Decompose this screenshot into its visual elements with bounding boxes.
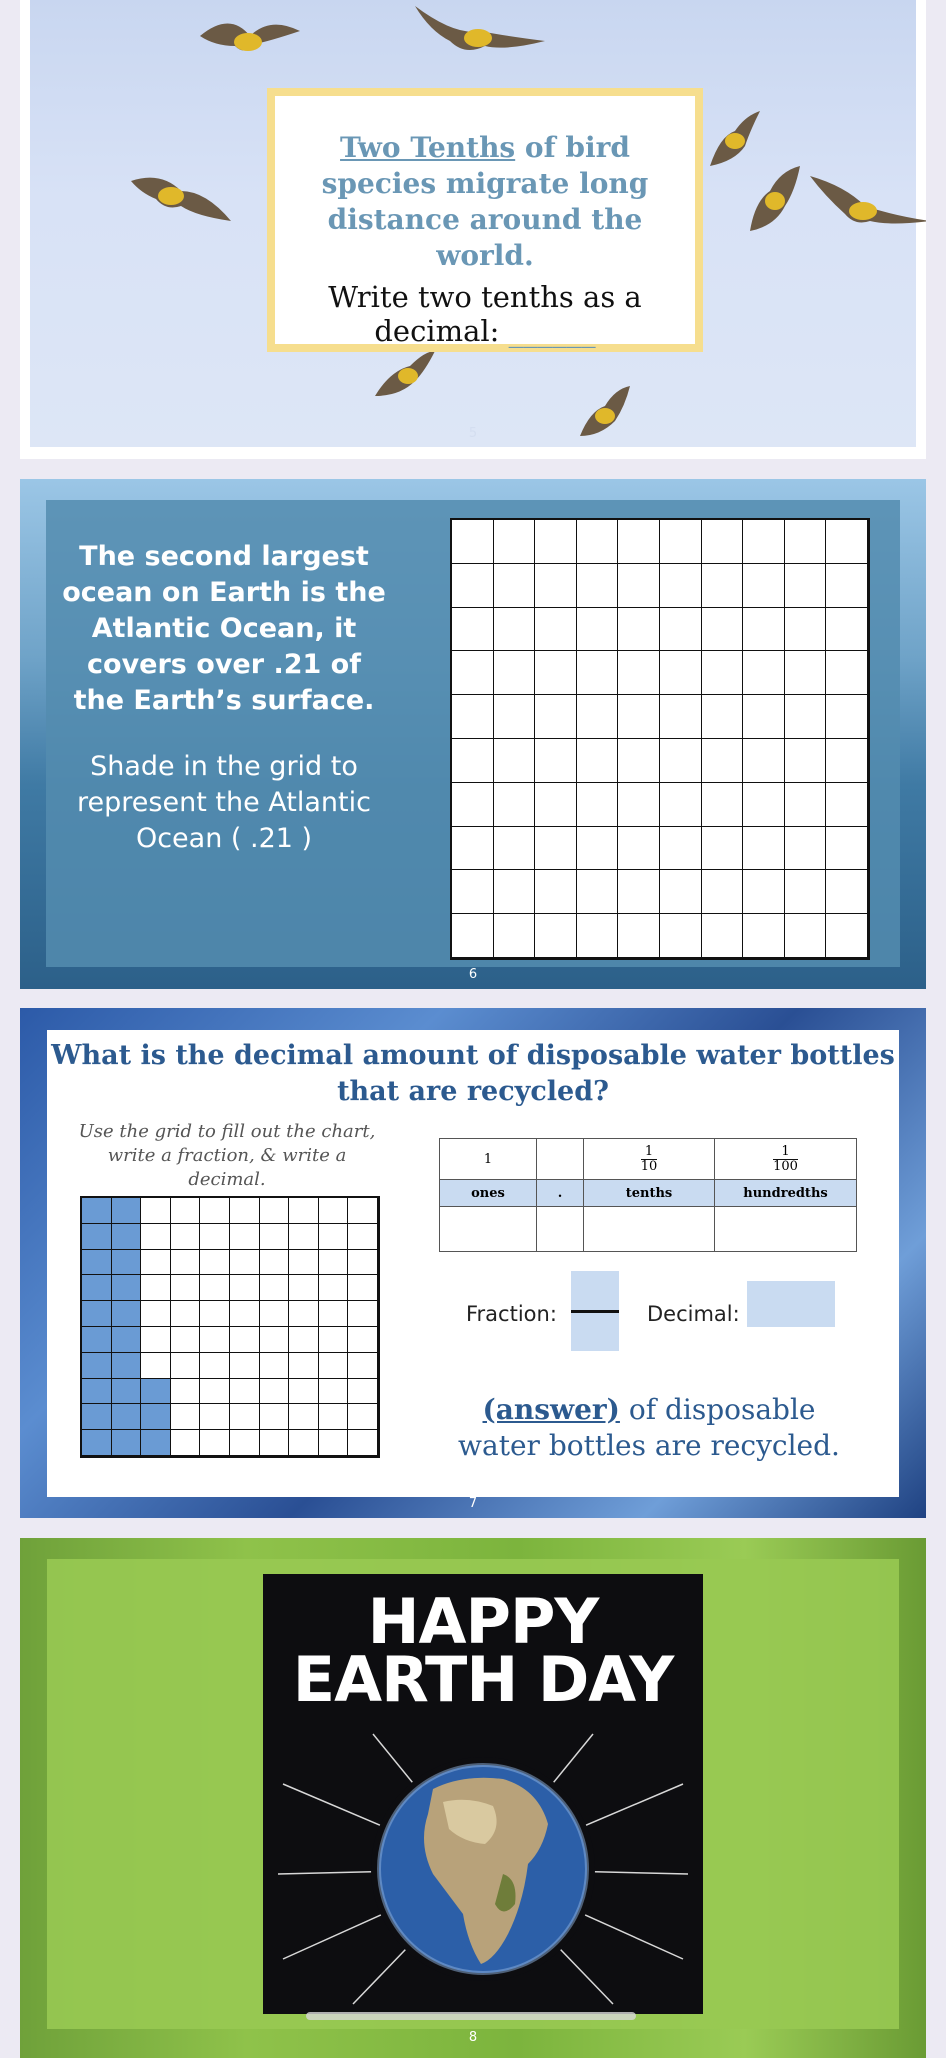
grid-cell[interactable] bbox=[702, 870, 744, 914]
grid-cell[interactable] bbox=[660, 827, 702, 871]
slide-number: 7 bbox=[468, 1496, 478, 1511]
grid-cell bbox=[82, 1301, 112, 1327]
grid-cell[interactable] bbox=[618, 914, 660, 958]
question-text: Write two tenths as a decimal: bbox=[328, 280, 642, 348]
hundredths-denominator: 100 bbox=[773, 1158, 798, 1174]
grid-cell bbox=[260, 1250, 290, 1276]
grid-cell[interactable] bbox=[452, 564, 494, 608]
grid-cell[interactable] bbox=[452, 783, 494, 827]
grid-cell[interactable] bbox=[494, 695, 536, 739]
decimal-label: Decimal: bbox=[647, 1302, 740, 1326]
header-hundredths: hundredths bbox=[715, 1180, 857, 1207]
grid-cell bbox=[319, 1275, 349, 1301]
grid-cell bbox=[260, 1379, 290, 1405]
grid-cell[interactable] bbox=[494, 870, 536, 914]
grid-cell[interactable] bbox=[577, 739, 619, 783]
grid-cell bbox=[200, 1224, 230, 1250]
grid-cell[interactable] bbox=[535, 739, 577, 783]
grid-cell bbox=[200, 1430, 230, 1456]
grid-cell bbox=[319, 1353, 349, 1379]
card-question bbox=[275, 280, 695, 348]
grid-cell bbox=[112, 1250, 142, 1276]
grid-cell bbox=[230, 1224, 260, 1250]
grid-cell[interactable] bbox=[577, 914, 619, 958]
bird-icon bbox=[126, 161, 236, 231]
grid-cell[interactable] bbox=[452, 651, 494, 695]
poster-line-1: HAPPY bbox=[367, 1585, 599, 1658]
grid-cell bbox=[289, 1404, 319, 1430]
grid-cell[interactable] bbox=[535, 608, 577, 652]
grid-cell bbox=[141, 1224, 171, 1250]
slide-number: 5 bbox=[468, 426, 478, 441]
grid-cell bbox=[200, 1379, 230, 1405]
earth-globe-icon bbox=[263, 1574, 703, 2014]
grid-cell bbox=[171, 1353, 201, 1379]
grid-cell bbox=[171, 1404, 201, 1430]
grid-cell bbox=[260, 1404, 290, 1430]
grid-cell[interactable] bbox=[494, 739, 536, 783]
grid-cell[interactable] bbox=[577, 520, 619, 564]
grid-cell bbox=[82, 1198, 112, 1224]
grid-cell[interactable] bbox=[743, 520, 785, 564]
grid-cell bbox=[348, 1198, 378, 1224]
grid-cell[interactable] bbox=[535, 914, 577, 958]
grid-cell[interactable] bbox=[660, 739, 702, 783]
grid-cell bbox=[112, 1430, 142, 1456]
bird-icon bbox=[410, 0, 550, 66]
grid-cell[interactable] bbox=[785, 520, 827, 564]
grid-cell bbox=[112, 1327, 142, 1353]
grid-cell bbox=[289, 1327, 319, 1353]
grid-cell bbox=[319, 1379, 349, 1405]
grid-cell[interactable] bbox=[577, 608, 619, 652]
fraction-input[interactable] bbox=[571, 1271, 619, 1351]
slide-7[interactable] bbox=[20, 1008, 926, 1518]
grid-cell[interactable] bbox=[702, 651, 744, 695]
grid-cell[interactable] bbox=[660, 651, 702, 695]
grid-cell bbox=[230, 1353, 260, 1379]
hundreds-grid[interactable] bbox=[450, 518, 870, 960]
scrollbar-handle[interactable] bbox=[306, 2012, 636, 2020]
grid-cell[interactable] bbox=[618, 870, 660, 914]
grid-cell bbox=[141, 1301, 171, 1327]
grid-cell bbox=[82, 1224, 112, 1250]
grid-cell[interactable] bbox=[826, 651, 868, 695]
grid-cell bbox=[260, 1301, 290, 1327]
tenths-value bbox=[584, 1139, 715, 1180]
grid-cell[interactable] bbox=[785, 651, 827, 695]
grid-cell bbox=[230, 1327, 260, 1353]
grid-cell[interactable] bbox=[535, 870, 577, 914]
grid-cell bbox=[260, 1275, 290, 1301]
grid-cell[interactable] bbox=[743, 783, 785, 827]
answer-point-cell[interactable] bbox=[537, 1207, 584, 1252]
grid-cell[interactable] bbox=[826, 608, 868, 652]
grid-cell bbox=[171, 1198, 201, 1224]
grid-cell[interactable] bbox=[785, 695, 827, 739]
grid-cell[interactable] bbox=[660, 520, 702, 564]
grid-cell[interactable] bbox=[452, 827, 494, 871]
bird-icon bbox=[740, 161, 810, 241]
grid-cell[interactable] bbox=[618, 564, 660, 608]
grid-cell bbox=[289, 1301, 319, 1327]
grid-cell bbox=[289, 1250, 319, 1276]
grid-cell[interactable] bbox=[702, 914, 744, 958]
grid-cell bbox=[141, 1404, 171, 1430]
grid-cell bbox=[319, 1327, 349, 1353]
grid-cell[interactable] bbox=[535, 520, 577, 564]
grid-cell[interactable] bbox=[785, 739, 827, 783]
grid-cell[interactable] bbox=[535, 651, 577, 695]
grid-cell[interactable] bbox=[535, 827, 577, 871]
point-value bbox=[537, 1139, 584, 1180]
grid-cell[interactable] bbox=[785, 827, 827, 871]
answer-ones-cell[interactable] bbox=[440, 1207, 537, 1252]
grid-cell[interactable] bbox=[577, 651, 619, 695]
grid-cell bbox=[171, 1327, 201, 1353]
grid-cell[interactable] bbox=[826, 520, 868, 564]
header-ones: ones bbox=[440, 1180, 537, 1207]
grid-cell bbox=[260, 1224, 290, 1250]
grid-cell bbox=[112, 1301, 142, 1327]
grid-cell[interactable] bbox=[660, 608, 702, 652]
grid-cell bbox=[112, 1275, 142, 1301]
grid-cell bbox=[348, 1404, 378, 1430]
grid-cell bbox=[348, 1301, 378, 1327]
header-tenths: tenths bbox=[584, 1180, 715, 1207]
grid-cell[interactable] bbox=[535, 695, 577, 739]
grid-cell[interactable] bbox=[826, 783, 868, 827]
place-value-chart bbox=[439, 1138, 857, 1252]
grid-cell bbox=[141, 1275, 171, 1301]
ocean-fact: The second largest ocean on Earth is the Atlantic Ocean, it covers over .21 of the Earth’s surface. bbox=[62, 541, 386, 716]
grid-cell bbox=[82, 1275, 112, 1301]
headline-underlined: Two Tenths bbox=[340, 131, 516, 164]
grid-cell bbox=[319, 1198, 349, 1224]
grid-cell bbox=[230, 1430, 260, 1456]
grid-cell bbox=[289, 1430, 319, 1456]
grid-cell bbox=[171, 1250, 201, 1276]
question-card bbox=[267, 88, 703, 352]
grid-cell[interactable] bbox=[660, 914, 702, 958]
grid-cell[interactable] bbox=[785, 914, 827, 958]
slide-number: 8 bbox=[468, 2030, 478, 2045]
grid-cell bbox=[171, 1301, 201, 1327]
tenths-numerator: 1 bbox=[641, 1145, 658, 1160]
grid-cell bbox=[82, 1250, 112, 1276]
grid-cell[interactable] bbox=[660, 870, 702, 914]
grid-cell[interactable] bbox=[618, 783, 660, 827]
grid-cell bbox=[348, 1275, 378, 1301]
grid-cell bbox=[82, 1353, 112, 1379]
slide-8[interactable] bbox=[20, 1538, 926, 2058]
grid-cell[interactable] bbox=[452, 739, 494, 783]
grid-cell bbox=[319, 1250, 349, 1276]
grid-cell[interactable] bbox=[826, 870, 868, 914]
grid-cell bbox=[319, 1301, 349, 1327]
grid-cell bbox=[319, 1404, 349, 1430]
grid-cell[interactable] bbox=[826, 914, 868, 958]
slide-6[interactable] bbox=[20, 479, 926, 989]
answer-blank[interactable]: ______ bbox=[508, 314, 596, 348]
grid-cell bbox=[112, 1224, 142, 1250]
grid-cell bbox=[260, 1198, 290, 1224]
fraction-bar bbox=[571, 1310, 619, 1313]
decimal-input[interactable] bbox=[747, 1281, 835, 1327]
grid-cell bbox=[171, 1224, 201, 1250]
grid-cell[interactable] bbox=[618, 695, 660, 739]
grid-cell[interactable] bbox=[702, 564, 744, 608]
grid-cell bbox=[230, 1404, 260, 1430]
grid-cell bbox=[112, 1198, 142, 1224]
grid-cell bbox=[260, 1327, 290, 1353]
grid-cell[interactable] bbox=[702, 695, 744, 739]
grid-cell[interactable] bbox=[452, 695, 494, 739]
ocean-instruction: Shade in the grid to represent the Atlantic Ocean ( .21 ) bbox=[77, 751, 371, 854]
headline-rest: of bird species migrate long distance around the world. bbox=[321, 131, 649, 272]
grid-cell bbox=[348, 1224, 378, 1250]
grid-cell[interactable] bbox=[660, 695, 702, 739]
grid-cell[interactable] bbox=[618, 608, 660, 652]
grid-cell bbox=[112, 1404, 142, 1430]
grid-cell bbox=[82, 1327, 112, 1353]
header-point: . bbox=[537, 1180, 584, 1207]
grid-cell[interactable] bbox=[494, 783, 536, 827]
slide-5[interactable] bbox=[20, 0, 926, 459]
grid-cell bbox=[348, 1430, 378, 1456]
grid-cell[interactable] bbox=[618, 827, 660, 871]
grid-cell bbox=[230, 1301, 260, 1327]
grid-cell bbox=[200, 1301, 230, 1327]
poster-line-2: EARTH DAY bbox=[292, 1643, 674, 1716]
grid-cell bbox=[82, 1430, 112, 1456]
grid-cell[interactable] bbox=[826, 739, 868, 783]
ocean-text bbox=[60, 539, 388, 857]
grid-cell[interactable] bbox=[452, 520, 494, 564]
grid-cell bbox=[260, 1430, 290, 1456]
bird-icon bbox=[190, 6, 310, 76]
grid-cell[interactable] bbox=[743, 870, 785, 914]
grid-cell[interactable] bbox=[826, 564, 868, 608]
grid-instruction: Use the grid to fill out the chart, write a fraction, & write a decimal. bbox=[78, 1121, 376, 1190]
answer-hundredths-cell[interactable] bbox=[715, 1207, 857, 1252]
slide-title: What is the decimal amount of disposable water bottles that are recycled? bbox=[51, 1040, 895, 1107]
grid-cell bbox=[141, 1379, 171, 1405]
grid-cell[interactable] bbox=[618, 739, 660, 783]
grid-cell[interactable] bbox=[743, 914, 785, 958]
fraction-label: Fraction: bbox=[466, 1302, 557, 1326]
grid-cell[interactable] bbox=[535, 783, 577, 827]
grid-cell bbox=[112, 1353, 142, 1379]
grid-cell[interactable] bbox=[826, 827, 868, 871]
ones-value: 1 bbox=[440, 1139, 537, 1180]
grid-cell[interactable] bbox=[494, 520, 536, 564]
grid-cell bbox=[82, 1379, 112, 1405]
grid-cell[interactable] bbox=[577, 870, 619, 914]
grid-cell bbox=[348, 1353, 378, 1379]
grid-cell bbox=[200, 1353, 230, 1379]
grid-cell[interactable] bbox=[702, 783, 744, 827]
grid-cell[interactable] bbox=[743, 608, 785, 652]
grid-cell bbox=[141, 1327, 171, 1353]
grid-cell[interactable] bbox=[577, 564, 619, 608]
grid-cell bbox=[112, 1379, 142, 1405]
grid-cell bbox=[141, 1198, 171, 1224]
grid-cell bbox=[141, 1353, 171, 1379]
shaded-hundreds-grid bbox=[80, 1196, 380, 1458]
tenths-denominator: 10 bbox=[640, 1158, 658, 1174]
grid-cell bbox=[289, 1353, 319, 1379]
grid-cell bbox=[171, 1379, 201, 1405]
grid-cell[interactable] bbox=[702, 608, 744, 652]
earth-day-poster bbox=[263, 1574, 703, 2014]
grid-cell bbox=[200, 1250, 230, 1276]
grid-cell bbox=[230, 1250, 260, 1276]
grid-cell[interactable] bbox=[494, 827, 536, 871]
grid-cell bbox=[141, 1250, 171, 1276]
grid-cell bbox=[82, 1404, 112, 1430]
grid-cell bbox=[348, 1327, 378, 1353]
grid-cell bbox=[171, 1430, 201, 1456]
grid-cell bbox=[230, 1198, 260, 1224]
answer-rest: of disposable water bottles are recycled. bbox=[458, 1393, 840, 1462]
grid-cell[interactable] bbox=[452, 870, 494, 914]
grid-cell[interactable] bbox=[494, 608, 536, 652]
grid-cell bbox=[289, 1198, 319, 1224]
grid-cell[interactable] bbox=[618, 651, 660, 695]
grid-cell bbox=[141, 1430, 171, 1456]
grid-cell[interactable] bbox=[660, 783, 702, 827]
grid-cell[interactable] bbox=[618, 520, 660, 564]
grid-cell[interactable] bbox=[702, 739, 744, 783]
grid-cell[interactable] bbox=[494, 564, 536, 608]
grid-cell[interactable] bbox=[785, 608, 827, 652]
grid-cell[interactable] bbox=[702, 520, 744, 564]
grid-cell[interactable] bbox=[743, 827, 785, 871]
grid-cell bbox=[319, 1430, 349, 1456]
grid-cell bbox=[200, 1198, 230, 1224]
grid-cell bbox=[319, 1224, 349, 1250]
grid-cell bbox=[289, 1224, 319, 1250]
grid-cell[interactable] bbox=[452, 608, 494, 652]
grid-cell[interactable] bbox=[494, 914, 536, 958]
grid-cell[interactable] bbox=[660, 564, 702, 608]
grid-cell bbox=[200, 1275, 230, 1301]
bird-icon bbox=[805, 166, 926, 241]
grid-cell[interactable] bbox=[702, 827, 744, 871]
grid-cell bbox=[200, 1327, 230, 1353]
grid-cell bbox=[348, 1250, 378, 1276]
grid-cell[interactable] bbox=[577, 827, 619, 871]
grid-cell[interactable] bbox=[743, 695, 785, 739]
grid-cell[interactable] bbox=[785, 564, 827, 608]
grid-cell bbox=[200, 1404, 230, 1430]
grid-cell[interactable] bbox=[535, 564, 577, 608]
grid-cell bbox=[289, 1379, 319, 1405]
hundredths-value bbox=[715, 1139, 857, 1180]
answer-sentence bbox=[439, 1392, 859, 1464]
grid-cell bbox=[230, 1379, 260, 1405]
grid-cell[interactable] bbox=[577, 783, 619, 827]
grid-cell[interactable] bbox=[743, 564, 785, 608]
grid-cell[interactable] bbox=[494, 651, 536, 695]
answer-tenths-cell[interactable] bbox=[584, 1207, 715, 1252]
answer-placeholder[interactable]: (answer) bbox=[482, 1393, 620, 1426]
grid-cell bbox=[230, 1275, 260, 1301]
grid-cell bbox=[289, 1275, 319, 1301]
grid-cell[interactable] bbox=[785, 783, 827, 827]
card-headline bbox=[275, 130, 695, 274]
grid-cell[interactable] bbox=[577, 695, 619, 739]
grid-cell[interactable] bbox=[452, 914, 494, 958]
grid-cell[interactable] bbox=[785, 870, 827, 914]
recycling-panel bbox=[47, 1030, 899, 1497]
bird-icon bbox=[370, 346, 440, 406]
slide-number: 6 bbox=[468, 967, 478, 982]
grid-cell bbox=[348, 1379, 378, 1405]
grid-cell[interactable] bbox=[826, 695, 868, 739]
grid-cell[interactable] bbox=[743, 739, 785, 783]
grid-cell bbox=[260, 1353, 290, 1379]
grid-cell[interactable] bbox=[743, 651, 785, 695]
grid-cell bbox=[171, 1275, 201, 1301]
hundredths-numerator: 1 bbox=[773, 1145, 798, 1160]
